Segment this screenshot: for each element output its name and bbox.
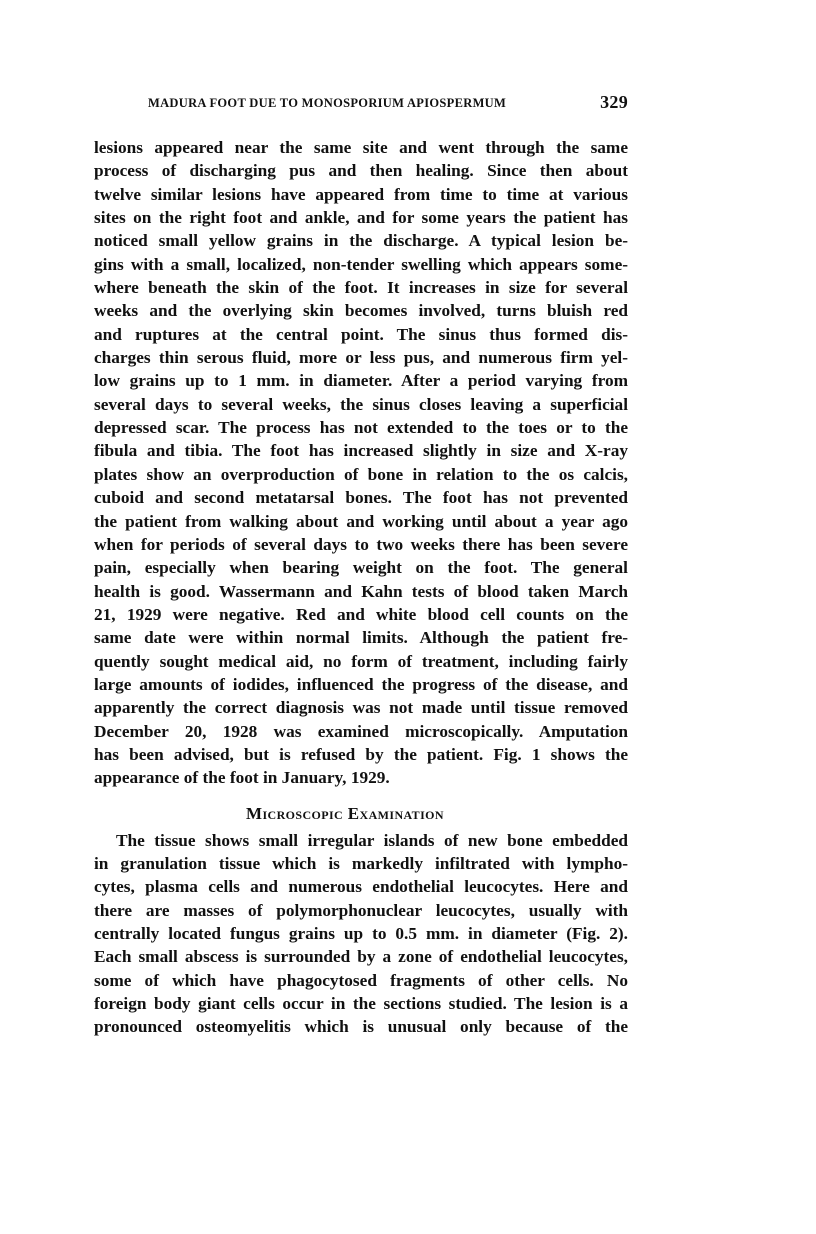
- text-line: depressed scar. The process has not extended to the toes or to the: [94, 418, 628, 438]
- paragraph-microscopic-examination: [94, 829, 628, 1039]
- text-line: when for periods of several days to two weeks there has been severe: [94, 534, 628, 554]
- text-line: the patient from walking about and working until about a year ago: [94, 511, 628, 531]
- text-line: pain, especially when bearing weight on the foot. The general: [94, 558, 628, 578]
- text-line: plates show an overproduction of bone in relation to the os calcis,: [94, 464, 628, 484]
- text-line: health is good. Wassermann and Kahn tests of blood taken March: [94, 581, 628, 601]
- text-line: some of which have phagocytosed fragments of other cells. No: [94, 970, 628, 990]
- paragraph-case-history: [94, 136, 628, 790]
- text-line: low grains up to 1 mm. in diameter. After a period varying from: [94, 371, 628, 391]
- running-head: [94, 92, 628, 114]
- article-body: [94, 136, 628, 1039]
- text-line: twelve similar lesions have appeared from time to time at various: [94, 184, 628, 204]
- text-line: where beneath the skin of the foot. It increases in size for several: [94, 278, 628, 298]
- text-line: Each small abscess is surrounded by a zone of endothelial leucocytes,: [94, 947, 628, 967]
- text-line: there are masses of polymorphonuclear leucocytes, usually with: [94, 900, 628, 920]
- text-line: same date were within normal limits. Although the patient fre-: [94, 628, 628, 648]
- text-line: 21, 1929 were negative. Red and white blood cell counts on the: [94, 604, 628, 624]
- text-line: fibula and tibia. The foot has increased slightly in size and X-ray: [94, 441, 628, 461]
- text-line: appearance of the foot in January, 1929.: [94, 768, 390, 788]
- text-line: foreign body giant cells occur in the sections studied. The lesion is a: [94, 994, 628, 1014]
- text-line: in granulation tissue which is markedly infiltrated with lympho-: [94, 853, 628, 873]
- text-line: weeks and the overlying skin becomes involved, turns bluish red: [94, 301, 628, 321]
- text-line: centrally located fungus grains up to 0.5 mm. in diameter (Fig. 2).: [94, 924, 628, 943]
- text-line: cytes, plasma cells and numerous endothelial leucocytes. Here and: [94, 877, 628, 897]
- text-line: cuboid and second metatarsal bones. The foot has not prevented: [94, 488, 628, 508]
- text-line: gins with a small, localized, non-tender swelling which appears some-: [94, 254, 628, 274]
- text-line: noticed small yellow grains in the discharge. A typical lesion be-: [94, 231, 628, 251]
- running-title: MADURA FOOT DUE TO MONOSPORIUM APIOSPERMUM: [148, 96, 507, 110]
- journal-page: [94, 92, 628, 1039]
- text-line: quently sought medical aid, no form of treatment, including fairly: [94, 651, 628, 671]
- page-number: 329: [600, 92, 628, 112]
- text-line: pronounced osteomyelitis which is unusual only because of the: [94, 1017, 628, 1037]
- text-line: and ruptures at the central point. The sinus thus formed dis-: [94, 324, 628, 344]
- section-heading: Microscopic Examination: [246, 803, 444, 823]
- text-line: The tissue shows small irregular islands of new bone embedded: [116, 830, 628, 850]
- text-line: process of discharging pus and then healing. Since then about: [94, 161, 628, 181]
- text-line: has been advised, but is refused by the patient. Fig. 1 shows the: [94, 744, 628, 764]
- text-line: December 20, 1928 was examined microscopically. Amputation: [94, 721, 628, 741]
- text-line: large amounts of iodides, influenced the progress of the disease, and: [94, 674, 628, 694]
- text-line: sites on the right foot and ankle, and for some years the patient has: [94, 208, 628, 228]
- text-line: apparently the correct diagnosis was not made until tissue removed: [94, 698, 628, 718]
- text-line: lesions appeared near the same site and went through the same: [94, 138, 628, 157]
- text-line: several days to several weeks, the sinus closes leaving a superficial: [94, 394, 628, 414]
- text-line: charges thin serous fluid, more or less pus, and numerous firm yel-: [94, 348, 628, 368]
